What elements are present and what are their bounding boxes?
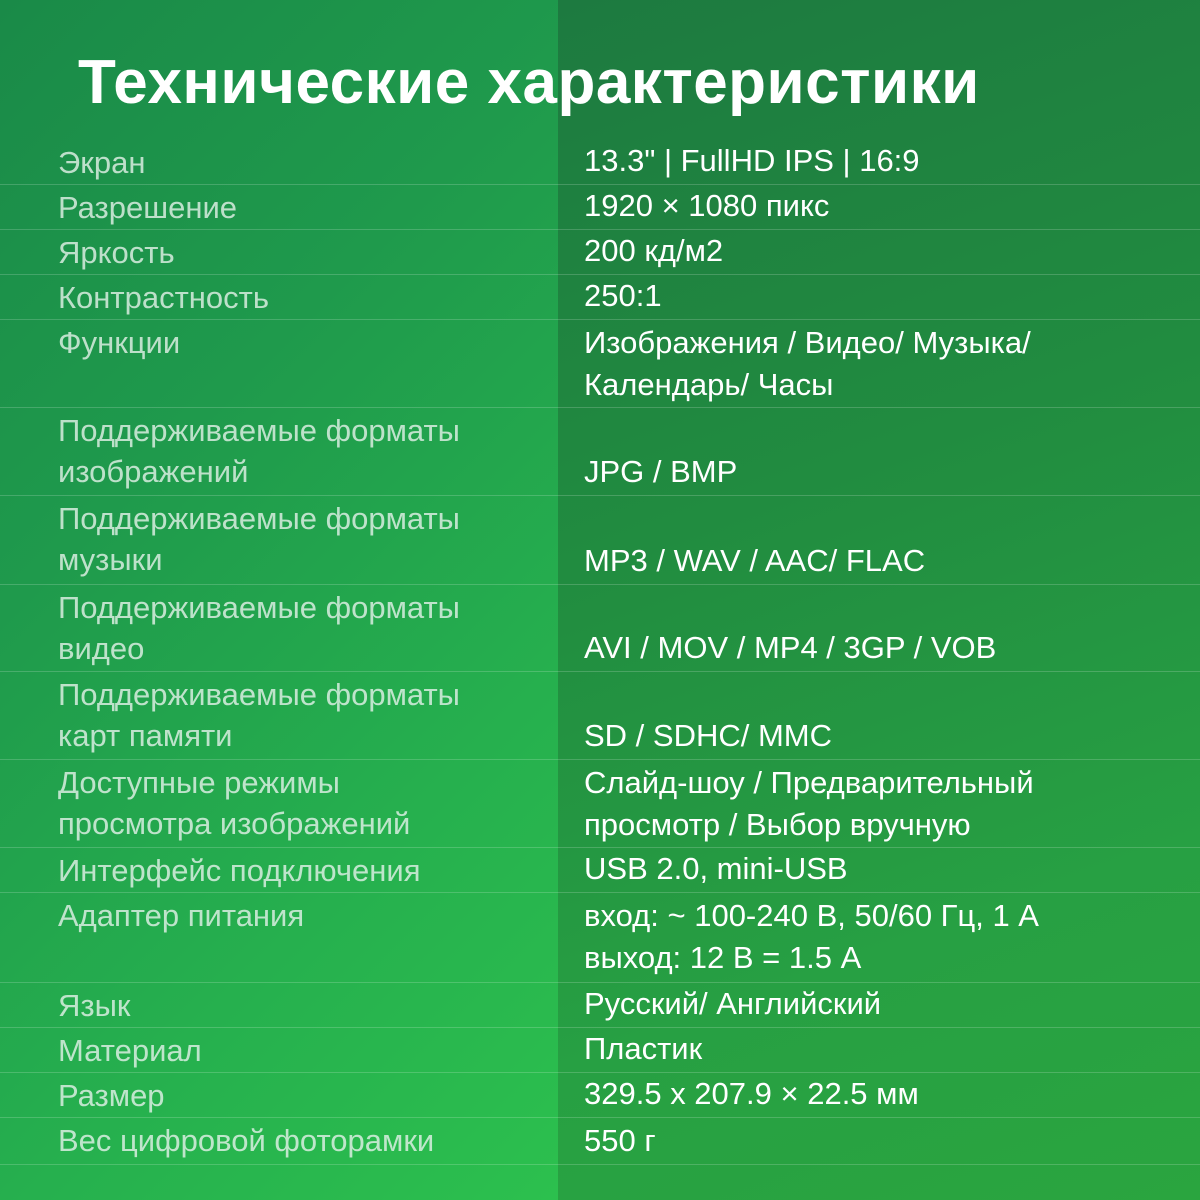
specs-table <box>0 140 1200 1165</box>
spec-row-power-adapter <box>0 893 1200 983</box>
spec-label: Адаптер питания <box>58 898 305 933</box>
spec-label: Экран <box>58 145 146 180</box>
spec-label: Поддерживаемые форматы изображений <box>58 413 460 489</box>
spec-value: 1920 × 1080 пикс <box>584 188 830 223</box>
spec-label: Язык <box>58 988 131 1023</box>
spec-value: Слайд-шоу / Предварительный просмотр / Выбор вручную <box>584 765 1034 842</box>
spec-label: Контрастность <box>58 280 270 315</box>
spec-row-language <box>0 983 1200 1028</box>
spec-label: Вес цифровой фоторамки <box>58 1123 435 1158</box>
spec-row-contrast <box>0 275 1200 320</box>
spec-row-functions <box>0 320 1200 408</box>
spec-row-weight <box>0 1118 1200 1165</box>
spec-label: Доступные режимы просмотра изображений <box>58 765 411 841</box>
spec-value: Русский/ Английский <box>584 986 882 1021</box>
spec-value: Пластик <box>584 1031 703 1066</box>
spec-label: Яркость <box>58 235 175 270</box>
spec-value: 13.3" | FullHD IPS | 16:9 <box>584 143 920 178</box>
spec-label: Поддерживаемые форматы видео <box>58 590 460 666</box>
spec-value: 200 кд/м2 <box>584 233 724 268</box>
spec-value: вход: ~ 100-240 В, 50/60 Гц, 1 А выход: 12 В = 1.5 А <box>584 898 1039 975</box>
spec-row-interface <box>0 848 1200 893</box>
spec-row-video-formats <box>0 585 1200 672</box>
spec-value: USB 2.0, mini-USB <box>584 851 848 886</box>
spec-value: JPG / BMP <box>584 454 738 489</box>
spec-row-size <box>0 1073 1200 1118</box>
spec-row-view-modes <box>0 760 1200 848</box>
spec-label: Размер <box>58 1078 165 1113</box>
spec-value: SD / SDHC/ MMC <box>584 718 832 753</box>
spec-label: Разрешение <box>58 190 238 225</box>
spec-value: Изображения / Видео/ Музыка/ Календарь/ Часы <box>584 325 1031 402</box>
spec-value: 329.5 x 207.9 × 22.5 мм <box>584 1076 919 1111</box>
spec-value: 550 г <box>584 1123 656 1158</box>
spec-label: Интерфейс подключения <box>58 853 421 888</box>
spec-label: Поддерживаемые форматы карт памяти <box>58 677 460 753</box>
spec-label: Поддерживаемые форматы музыки <box>58 501 460 577</box>
spec-row-memory-cards <box>0 672 1200 760</box>
spec-row-material <box>0 1028 1200 1073</box>
spec-row-brightness <box>0 230 1200 275</box>
spec-label: Функции <box>58 325 181 360</box>
spec-value: 250:1 <box>584 278 662 313</box>
spec-value: MP3 / WAV / AAC/ FLAC <box>584 543 926 578</box>
spec-value: AVI / MOV / MP4 / 3GP / VOB <box>584 630 997 665</box>
spec-row-music-formats <box>0 496 1200 585</box>
page-title: Технические характеристики <box>78 48 980 117</box>
spec-row-resolution <box>0 185 1200 230</box>
spec-label: Материал <box>58 1033 202 1068</box>
spec-row-screen <box>0 140 1200 185</box>
spec-row-image-formats <box>0 408 1200 496</box>
